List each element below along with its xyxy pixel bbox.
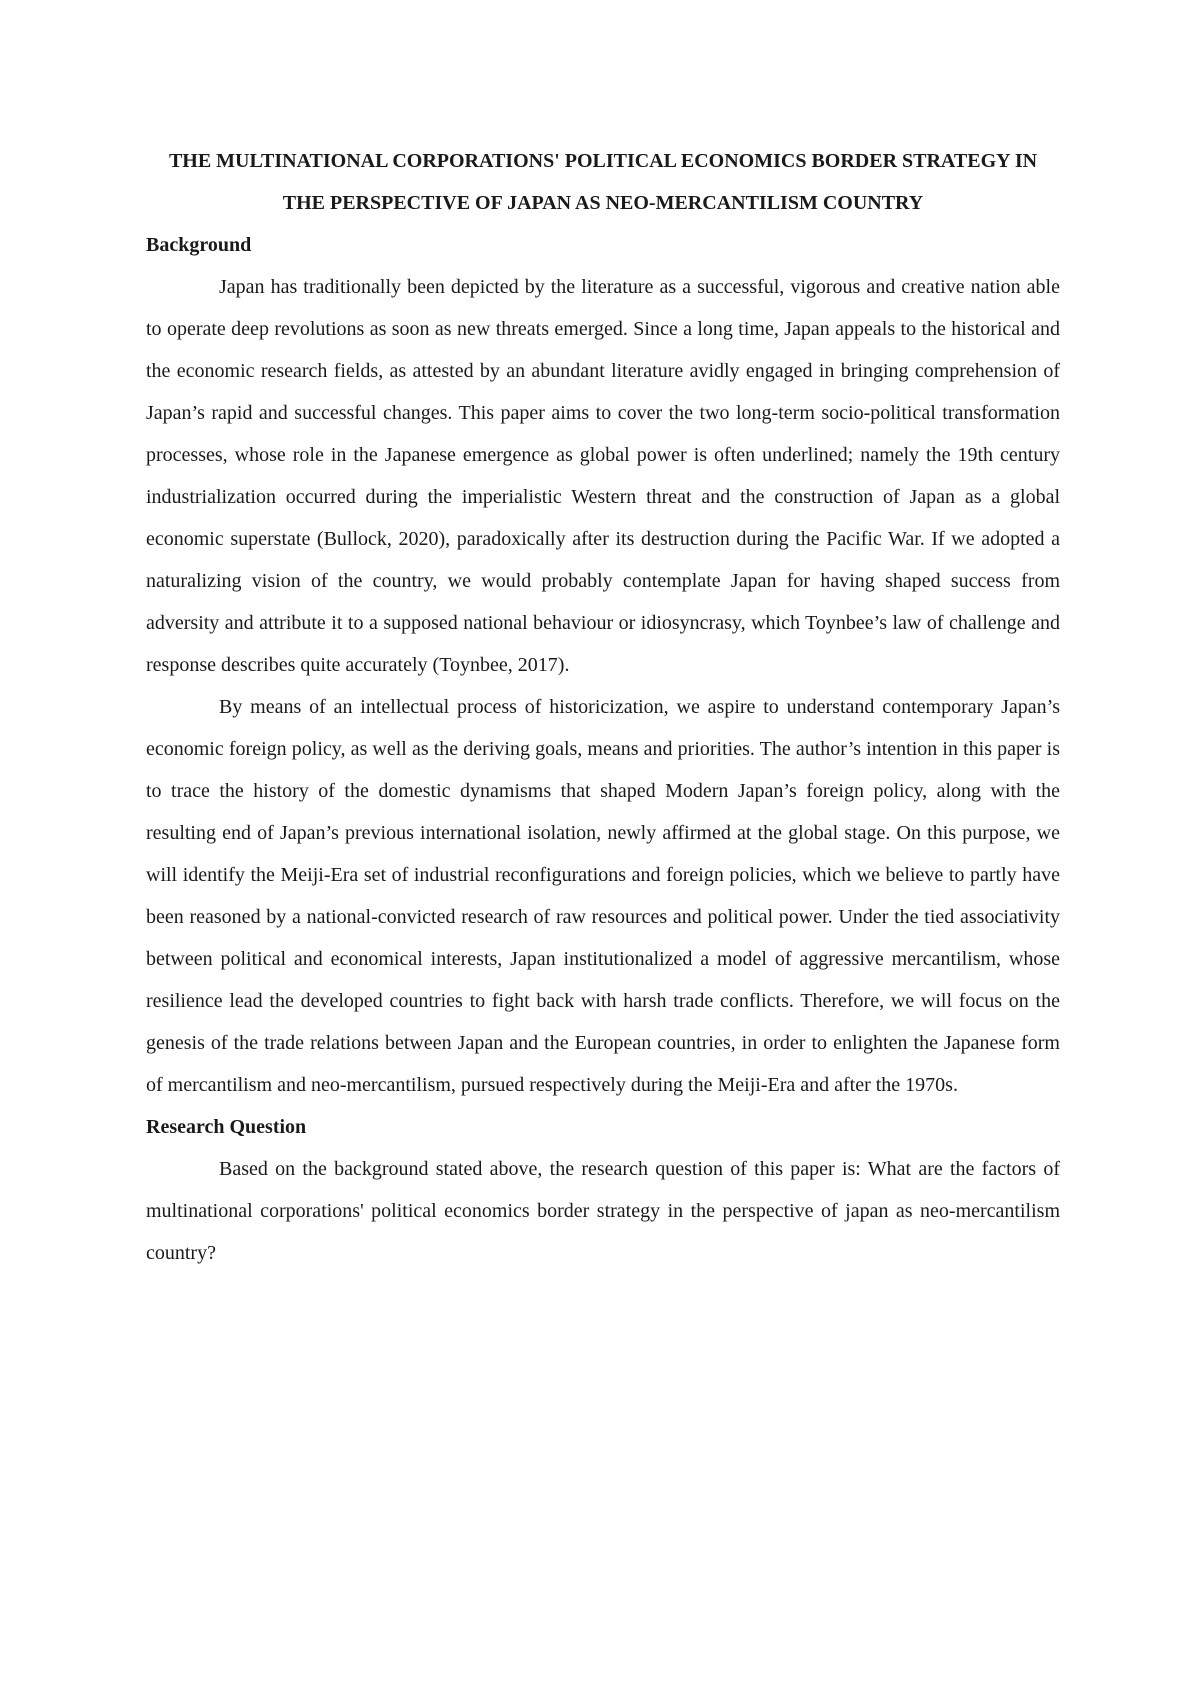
- background-paragraph-1: Japan has traditionally been depicted by the literature as a successful, vigorous and creative nation able to operate deep revolutions as soon as new threats emerged. Since a long time, Japan appeals to the historical and the economic research fields, as attested by an abundant literature avidly engaged in bringing comprehension of Japan’s rapid and successful changes. This paper aims to cover the two long-term socio-political transformation processes, whose role in the Japanese emergence as global power is often underlined; namely the 19th century industrialization occurred during the imperialistic Western threat and the construction of Japan as a global economic superstate (Bullock, 2020), paradoxically after its destruction during the Pacific War. If we adopted a naturalizing vision of the country, we would probably contemplate Japan for having shaped success from adversity and attribute it to a supposed national behaviour or idiosyncrasy, which Toynbee’s law of challenge and response describes quite accurately (Toynbee, 2017).: [146, 276, 1060, 676]
- section-heading-background: Background: [146, 234, 252, 256]
- document-body: [146, 140, 1060, 1274]
- research-question-paragraph: Based on the background stated above, the research question of this paper is: What are the factors of multinational corporations' political economics border strategy in the perspective of japan as neo-mercantilism country?: [146, 1158, 1060, 1264]
- background-paragraph-2: By means of an intellectual process of historicization, we aspire to understand contemporary Japan’s economic foreign policy, as well as the deriving goals, means and priorities. The author’s intention in this paper is to trace the history of the domestic dynamisms that shaped Modern Japan’s foreign policy, along with the resulting end of Japan’s previous international isolation, newly affirmed at the global stage. On this purpose, we will identify the Meiji-Era set of industrial reconfigurations and foreign policies, which we believe to partly have been reasoned by a national-convicted research of raw resources and political power. Under the tied associativity between political and economical interests, Japan institutionalized a model of aggressive mercantilism, whose resilience lead the developed countries to fight back with harsh trade conflicts. Therefore, we will focus on the genesis of the trade relations between Japan and the European countries, in order to enlighten the Japanese form of mercantilism and neo-mercantilism, pursued respectively during the Meiji-Era and after the 1970s.: [146, 696, 1060, 1096]
- section-heading-research-question: Research Question: [146, 1116, 307, 1138]
- page-title: THE MULTINATIONAL CORPORATIONS' POLITICAL ECONOMICS BORDER STRATEGY IN THE PERSPECTIVE OF JAPAN AS NEO-MERCANTILISM COUNTRY: [168, 150, 1038, 214]
